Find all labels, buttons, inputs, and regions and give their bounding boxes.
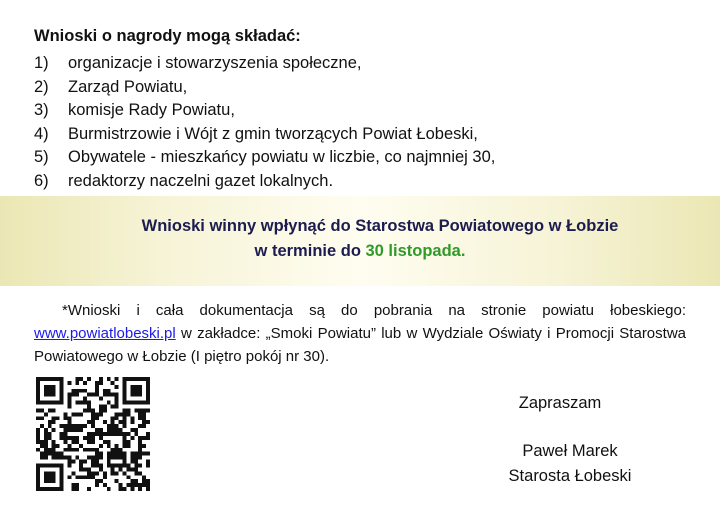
list-item [34, 123, 495, 147]
signatory-title: Starosta Łobeski [508, 467, 632, 485]
list-item [34, 76, 495, 100]
signatory-name: Paweł Marek [522, 442, 618, 460]
list-item [34, 52, 495, 76]
qr-code-icon[interactable] [36, 377, 150, 491]
eligible-applicants-list [34, 52, 495, 194]
list-item-text: redaktorzy naczelni gazet lokalnych. [68, 171, 334, 190]
deadline-date-line [0, 242, 720, 261]
list-item-number: 1) [34, 54, 49, 72]
note-text-start: *Wnioski i cała dokumentacja są do pobrania na stronie powiatu łobeskiego: [62, 302, 686, 319]
note-text-end: w zakładce: „Smoki Powiatu” lub w Wydziale Oświaty i Promocji Starostwa Powiatowego w Łobzie (I piętro pokój nr 30). [34, 325, 686, 365]
list-item-text: komisje Rady Powiatu, [68, 101, 235, 120]
list-item-number: 4) [34, 124, 49, 143]
deadline-banner [0, 196, 720, 286]
greeting: Zapraszam [518, 394, 602, 412]
deadline-date: 30 listopada. [365, 242, 466, 260]
deadline-prefix: w terminie do [254, 242, 366, 260]
list-item [34, 99, 495, 123]
list-item-number: 2) [34, 77, 49, 96]
list-item-number: 6) [34, 171, 49, 190]
list-item-text: organizacje i stowarzyszenia społeczne, [68, 54, 362, 72]
list-item-text: Obywatele - mieszkańcy powiatu w liczbie, co najmniej 30, [68, 148, 496, 167]
documents-note [34, 299, 686, 368]
list-item-number: 3) [34, 101, 49, 120]
list-item [34, 146, 495, 170]
list-item-number: 5) [34, 148, 49, 167]
list-item [34, 170, 495, 194]
page-heading: Wnioski o nagrody mogą składać: [34, 27, 301, 45]
list-item-text: Zarząd Powiatu, [68, 77, 188, 96]
list-item-text: Burmistrzowie i Wójt z gmin tworzących Powiat Łobeski, [68, 124, 478, 143]
deadline-line: Wnioski winny wpłynąć do Starostwa Powiatowego w Łobzie [141, 217, 619, 235]
website-link[interactable]: www.powiatlobeski.pl [34, 325, 176, 342]
